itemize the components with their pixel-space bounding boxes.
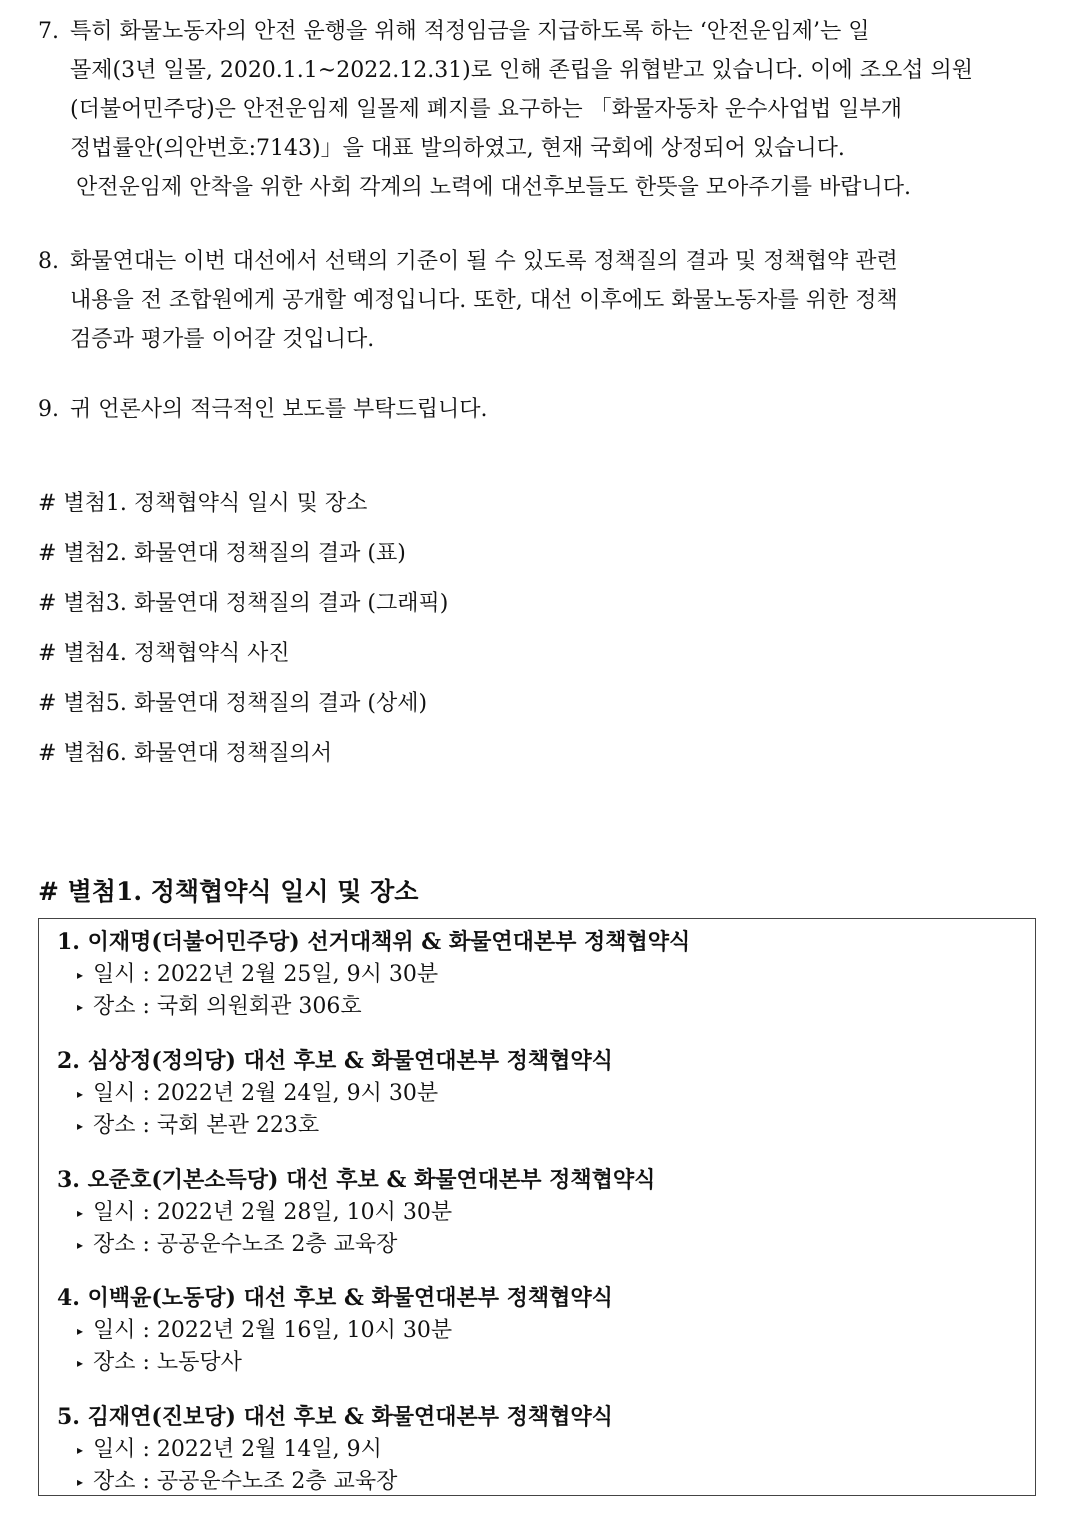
attachment-item: # 별첨1. 정책협약식 일시 및 장소 [38,491,368,516]
bullet-icon: ▸ [77,1238,84,1252]
event-place: ▸ 장소 : 국회 본관 223호 [57,1110,1017,1142]
bullet-icon: ▸ [77,1000,84,1014]
bullet-icon: ▸ [77,1324,84,1338]
event-date: ▸ 일시 : 2022년 2월 16일, 10시 30분 [57,1315,1017,1347]
bullet-icon: ▸ [77,1443,84,1457]
event-date: ▸ 일시 : 2022년 2월 14일, 9시 [57,1434,1017,1466]
event-item [57,1044,1017,1142]
paragraph-7 [38,12,1038,207]
event-place: ▸ 장소 : 국회 의원회관 306호 [57,991,1017,1023]
event-date: ▸ 일시 : 2022년 2월 25일, 9시 30분 [57,959,1017,991]
event-place: ▸ 장소 : 공공운수노조 2층 교육장 [57,1229,1017,1261]
paragraph-number: 9. [38,397,59,422]
bullet-icon: ▸ [77,1119,84,1133]
event-place: ▸ 장소 : 노동당사 [57,1347,1017,1379]
attachment-item: # 별첨2. 화물연대 정책질의 결과 (표) [38,541,406,566]
paragraph-8 [38,242,1038,359]
paragraph-line: 귀 언론사의 적극적인 보도를 부탁드립니다. [70,397,488,422]
bullet-icon: ▸ [77,1087,84,1101]
paragraph-9 [38,390,1038,429]
event-box [38,918,1036,1496]
bullet-icon: ▸ [77,968,84,982]
event-title: 2. 심상정(정의당) 대선 후보 & 화물연대본부 정책협약식 [57,1048,613,1074]
paragraph-line: (더불어민주당)은 안전운임제 일몰제 폐지를 요구하는 「화물자동차 운수사업법 일부개 [70,97,902,122]
attachment-item: # 별첨5. 화물연대 정책질의 결과 (상세) [38,691,428,716]
event-item [57,925,1017,1023]
paragraph-number: 7. [38,19,59,44]
event-title: 4. 이백윤(노동당) 대선 후보 & 화물연대본부 정책협약식 [57,1285,613,1311]
bullet-icon: ▸ [77,1475,84,1489]
event-item [57,1400,1017,1498]
paragraph-line: 몰제(3년 일몰, 2020.1.1~2022.12.31)로 인해 존립을 위협받고 있습니다. 이에 조오섭 의원 [70,58,974,83]
section-title: # 별첨1. 정책협약식 일시 및 장소 [38,877,419,906]
paragraph-line: 내용을 전 조합원에게 공개할 예정입니다. 또한, 대선 이후에도 화물노동자를 위한 정책 [70,288,898,313]
event-title: 1. 이재명(더불어민주당) 선거대책위 & 화물연대본부 정책협약식 [57,929,691,955]
event-title: 3. 오준호(기본소득당) 대선 후보 & 화물연대본부 정책협약식 [57,1167,656,1193]
attachment-list [38,484,938,784]
bullet-icon: ▸ [77,1356,84,1370]
paragraph-line: 특히 화물노동자의 안전 운행을 위해 적정임금을 지급하도록 하는 ‘안전운임제’는 일 [70,19,870,44]
event-item [57,1281,1017,1379]
attachment-item: # 별첨4. 정책협약식 사진 [38,641,290,666]
attachment-item: # 별첨6. 화물연대 정책질의서 [38,741,333,766]
paragraph-line: 정법률안(의안번호:7143)」을 대표 발의하였고, 현재 국회에 상정되어 있습니다. [70,136,845,161]
event-date: ▸ 일시 : 2022년 2월 24일, 9시 30분 [57,1078,1017,1110]
paragraph-line: 검증과 평가를 이어갈 것입니다. [70,327,375,352]
event-place: ▸ 장소 : 공공운수노조 2층 교육장 [57,1466,1017,1498]
paragraph-line: 안전운임제 안착을 위한 사회 각계의 노력에 대선후보들도 한뜻을 모아주기를 바랍니다. [76,175,912,200]
event-item [57,1163,1017,1261]
paragraph-number: 8. [38,249,59,274]
paragraph-line: 화물연대는 이번 대선에서 선택의 기준이 될 수 있도록 정책질의 결과 및 정책협약 관련 [70,249,898,274]
attachment-item: # 별첨3. 화물연대 정책질의 결과 (그래픽) [38,591,449,616]
event-date: ▸ 일시 : 2022년 2월 28일, 10시 30분 [57,1197,1017,1229]
bullet-icon: ▸ [77,1206,84,1220]
event-title: 5. 김재연(진보당) 대선 후보 & 화물연대본부 정책협약식 [57,1404,613,1430]
